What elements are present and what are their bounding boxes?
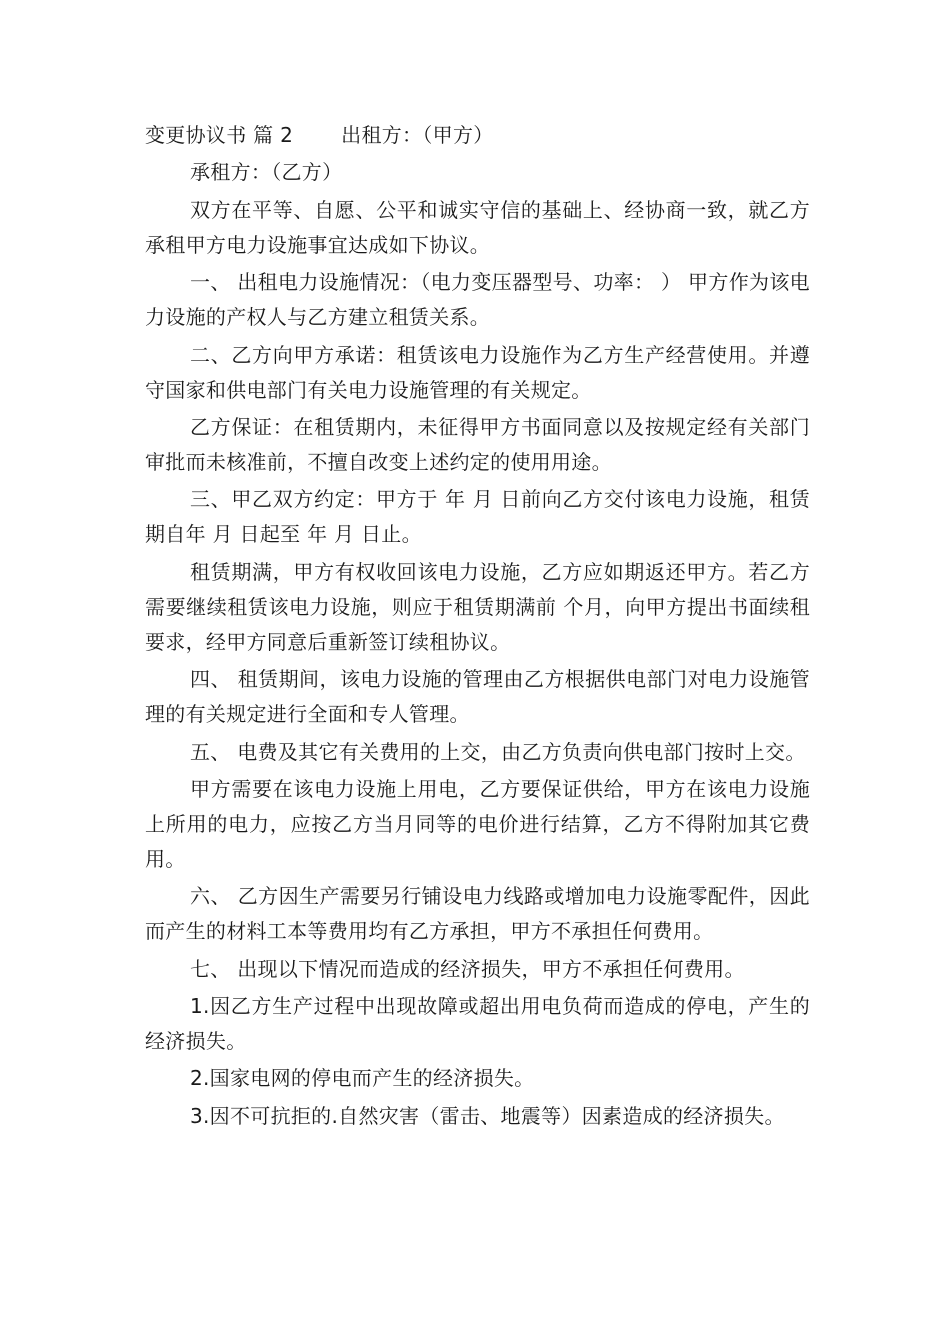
paragraph: 甲方需要在该电力设施上用电，乙方要保证供给，甲方在该电力设施上所用的电力，应按乙方当月同等的电价进行结算，乙方不得附加其它费用。 xyxy=(145,776,810,871)
paragraph: 五、 电费及其它有关费用的上交，由乙方负责向供电部门按时上交。 xyxy=(190,739,806,764)
paragraph: 租赁期满，甲方有权收回该电力设施，乙方应如期返还甲方。若乙方需要继续租赁该电力设施，则应于租赁期满前 个月，向甲方提出书面续租要求，经甲方同意后重新签订续租协议。 xyxy=(145,559,810,654)
paragraph: 四、 租赁期间，该电力设施的管理由乙方根据供电部门对电力设施管理的有关规定进行全面和专人管理。 xyxy=(145,667,810,727)
paragraph: 二、乙方向甲方承诺：租赁该电力设施作为乙方生产经营使用。并遵守国家和供电部门有关电力设施管理的有关规定。 xyxy=(145,342,810,402)
document-title: 变更协议书 篇 2 xyxy=(145,123,294,147)
paragraph: 七、 出现以下情况而造成的经济损失，甲方不承担任何费用。 xyxy=(190,956,745,981)
paragraph: 三、甲乙双方约定：甲方于 年 月 日前向乙方交付该电力设施，租赁期自年 月 日起至 年 月 日止。 xyxy=(145,487,810,547)
paragraph: 承租方：（乙方） xyxy=(190,160,343,185)
list-item: 1.因乙方生产过程中出现故障或超出用电负荷而造成的停电，产生的经济损失。 xyxy=(145,994,810,1054)
list-item: 3.因不可抗拒的.自然灾害（雷击、地震等）因素造成的经济损失。 xyxy=(190,1103,785,1128)
lessor-line: 出租方：（甲方） xyxy=(341,123,494,147)
paragraph: 六、 乙方因生产需要另行铺设电力线路或增加电力设施零配件，因此而产生的材料工本等费用均有乙方承担，甲方不承担任何费用。 xyxy=(145,884,810,944)
paragraph: 双方在平等、自愿、公平和诚实守信的基础上、经协商一致，就乙方承租甲方电力设施事宜达成如下协议。 xyxy=(145,197,810,257)
document-body xyxy=(145,118,810,1136)
heading-line xyxy=(145,118,810,153)
list-item: 2.国家电网的停电而产生的经济损失。 xyxy=(190,1066,535,1091)
paragraph: 一、 出租电力设施情况：（电力变压器型号、功率： ） 甲方作为该电力设施的产权人与乙方建立租赁关系。 xyxy=(145,270,810,330)
paragraph: 乙方保证：在租赁期内，未征得甲方书面同意以及按规定经有关部门审批而未核准前，不擅自改变上述约定的使用用途。 xyxy=(145,414,810,474)
